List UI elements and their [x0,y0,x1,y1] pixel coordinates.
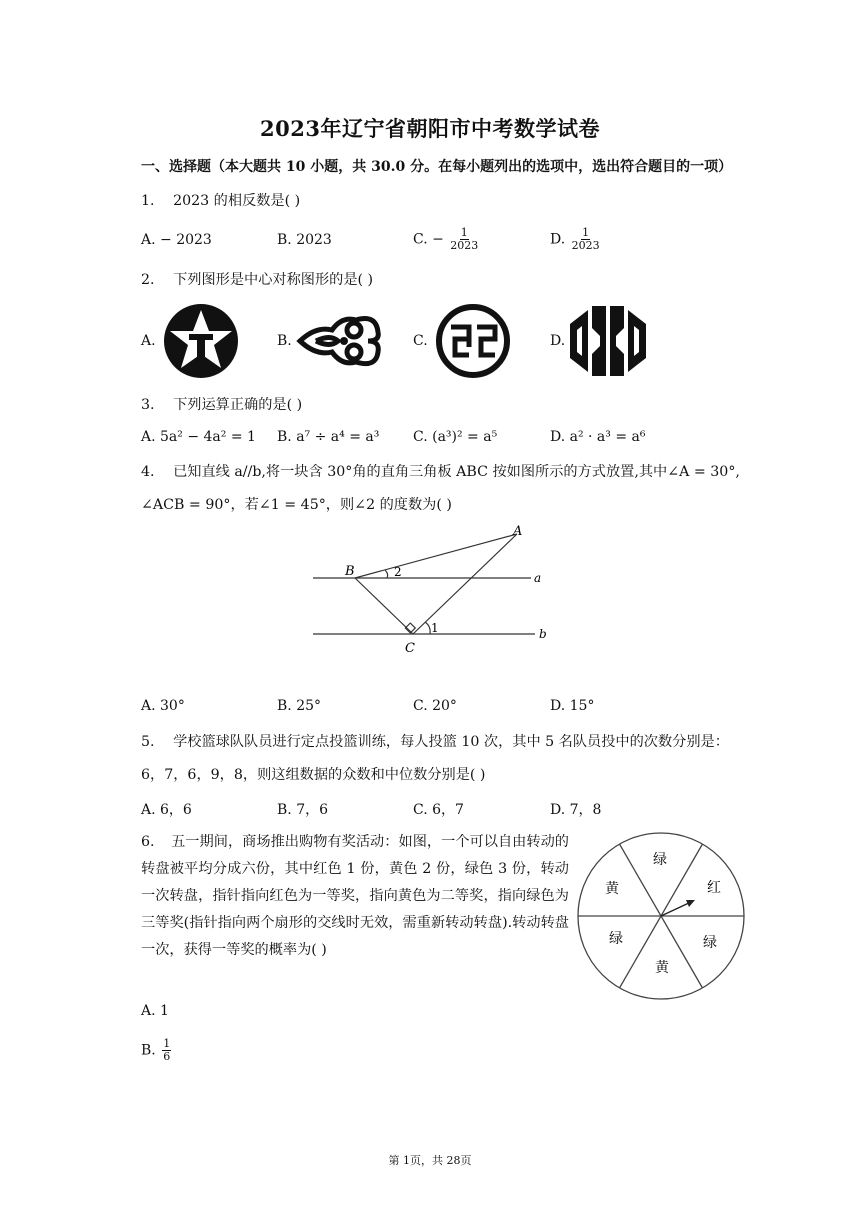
fraction-numerator: 1 [582,226,590,239]
option-c: C. (a³)² = a⁵ [413,429,498,445]
question-3 [141,395,302,415]
parallel-lines-triangle-figure [305,518,565,658]
question-number: 3. [141,397,155,413]
question-stem: 五一期间，商场推出购物有奖活动：如图，一个可以自由转动的转盘被平均分成六份，其中红色 1 份，黄色 2 份，绿色 3 份，转动一次转盘，指针指向红色为一等奖，指向黄色为二等奖，指向绿色为三等奖(指针指向两个扇形的交线时无效，需重新转动转盘).转动转盘一次，获得一等奖的概率为( ) [141,834,569,958]
option-b: B. a⁷ ÷ a⁴ = a³ [277,429,380,445]
question-6 [141,829,569,964]
option-a: A. 6，6 [141,802,192,818]
option-d [550,227,600,252]
question-number: 5. [141,734,155,750]
sector-label-bottom: 黄 [655,960,669,976]
fraction-numerator: 1 [460,226,468,239]
option-b: B. 2023 [277,232,332,248]
question-number: 1. [141,193,155,209]
question-number: 2. [141,272,155,288]
sector-label-lower-left: 绿 [609,931,623,947]
question-stem-line-1: 学校篮球队队员进行定点投篮训练，每人投篮 10 次，其中 5 名队员投中的次数分别是： [173,734,729,750]
label-angle-2: 2 [394,565,402,579]
label-angle-1: 1 [431,621,439,635]
label-c-vertex: C [405,641,415,656]
fraction [450,227,478,252]
option-d: D. a² · a³ = a⁶ [550,429,646,445]
sector-label-lower-right: 绿 [703,935,717,951]
question-stem-line-2: 6，7，6，9，8，则这组数据的众数和中位数分别是( ) [141,767,486,783]
option-d: D. [550,333,566,349]
label-a-vertex: A [513,524,523,539]
page-footer: 第 1页，共 28页 [388,1154,472,1167]
option-b: B. 7，6 [277,802,329,818]
question-stem-line-1: 已知直线 a//b,将一块含 30°角的直角三角板 ABC 按如图所示的方式放置,其中∠A = 30°, [173,464,740,480]
fraction-denominator: 2023 [571,239,600,252]
question-number: 4. [141,464,155,480]
label-line-a: a [534,571,542,585]
option-c: C. [413,333,428,349]
section-heading: 一、选择题（本大题共 10 小题，共 30.0 分。在每小题列出的选项中，选出符合题目的一项） [141,159,733,175]
question-2 [141,270,373,290]
fraction [162,1038,171,1063]
option-c: C. 6，7 [413,802,464,818]
sector-label-upper-left: 黄 [605,881,619,897]
question-number: 6. [141,834,155,850]
star-logo-icon [162,302,240,380]
option-a: A. 1 [141,1003,169,1019]
option-c-prefix: C. − [413,231,444,248]
option-a: A. 5a² − 4a² = 1 [141,429,256,445]
option-b-prefix: B. [141,1042,156,1059]
question-5 [141,732,729,752]
fraction-denominator: 6 [163,1050,171,1063]
option-b [141,1038,171,1063]
question-stem: 下列运算正确的是( ) [173,397,303,413]
option-a: A. [141,333,156,349]
option-b: B. 25° [277,698,322,714]
sector-label-upper-right: 红 [707,880,721,896]
question-4 [141,462,740,482]
sector-label-top: 绿 [653,852,667,868]
fraction-numerator: 1 [163,1037,171,1050]
spinner-figure [576,830,746,1004]
question-stem: 下列图形是中心对称图形的是( ) [173,272,374,288]
option-d-prefix: D. [550,231,566,248]
option-b: B. [277,333,292,349]
question-1 [141,191,300,211]
option-a: A. − 2023 [141,232,212,248]
fraction-denominator: 2023 [450,239,479,252]
page-title: 2023年辽宁省朝阳市中考数学试卷 [260,116,600,141]
cloud-logo-icon [296,308,382,374]
circle-glyph-logo-icon [435,303,511,379]
option-d: D. 15° [550,698,595,714]
option-c: C. 20° [413,698,457,714]
label-b-vertex: B [345,564,355,579]
fraction [572,227,600,252]
question-stem: 2023 的相反数是( ) [173,193,301,209]
question-stem-line-2: ∠ACB = 90°，若∠1 = 45°，则∠2 的度数为( ) [141,497,452,513]
option-c [413,227,478,252]
option-a: A. 30° [141,698,185,714]
bracket-logo-icon [568,304,648,378]
label-line-b: b [539,627,547,641]
option-d: D. 7，8 [550,802,602,818]
